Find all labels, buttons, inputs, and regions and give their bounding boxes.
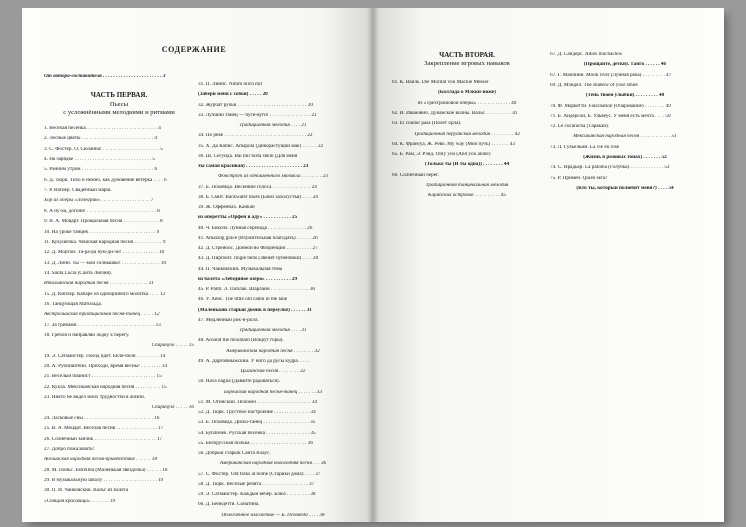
toc-entry: 73. Л. Гульельми. La vie en rose	[550, 144, 620, 150]
toc-entry: 74. С. Ирадьер. La paloma (Голубка) . . . . . . . . . . . . . 53	[550, 165, 670, 171]
toc-entry: Цыганская песня . . . . . . . . 32	[240, 369, 306, 374]
toc-entry: Американская народная песня . . . . . . . . 32	[226, 348, 320, 354]
toc-entry: 64. К. Франсуа, Ж. Рево. My way (Мой путь) . . . . . . . 43	[392, 141, 515, 147]
toc-entry: 65. Б. Рам, Э. Рэнд. Only you (And you alone)	[392, 152, 491, 158]
part-two-title: ЧАСТЬ ВТОРАЯ.	[439, 52, 495, 59]
toc-entry: 4. На зарядке . . . . . . . . . . . . . . . . . . . . . . . . . . . . . . 5	[44, 157, 155, 163]
toc-entry: 56. Добрый старый Санта Клаус.	[198, 451, 271, 456]
toc-entry: (Кто ты, который полюбит меня?) . . . . 54	[576, 185, 674, 191]
toc-entry: Мексиканская народная песня . . . . . . . . . . . . 51	[573, 134, 677, 140]
toc-entry: Итальянская народная песня . . . . . . . . . . . . . . . 11	[44, 281, 154, 287]
toc-entry: Еврейская народная песня-танец . . . . . . . 33	[224, 389, 322, 395]
toc-entry: 32. Журчат ручьи . . . . . . . . . . . . . . . . . . . . . . . . . . . 20	[198, 102, 313, 108]
toc-entry: 10. На уроке танцев . . . . . . . . . . . . . . . . . . . . . . . . . . 9	[44, 229, 160, 235]
left-page	[22, 8, 372, 522]
toc-entry: (Забери меня с собой) . . . . . 20	[198, 92, 268, 98]
toc-entry: 6. Д. Тюрк. Тихо и нежно, как дуновение ветерка . . . . 6	[44, 177, 167, 183]
toc-entry: 17. За грибами . . . . . . . . . . . . . . . . . . . . . . . . . . . . . . 13	[44, 322, 161, 328]
toc-entry: «Спящая красавица» . . . . . . . 19	[44, 498, 116, 504]
toc-entry: Традиционная перуанская мелодия . . . . . . . . . 42	[414, 131, 520, 137]
toc-entry: 67. Д. Сандерс. Adios muchachos	[550, 52, 622, 57]
toc-entry: Хор из оперы «Лоэнгрин» . . . . . . . . . . . . . . . . . . . 7	[44, 198, 154, 204]
part-two-sub: Закрепление игровых навыков	[424, 61, 510, 67]
toc-entry: 51. М. Огинский. Полонез . . . . . . . . . . . . . . . . . . . . . 34	[198, 399, 317, 405]
toc-entry: 48. Around the mountain (Вокруг горы).	[198, 338, 284, 344]
toc-entry: 8. А ну-ка, догони! . . . . . . . . . . . . . . . . . . . . . . . . . . . 8	[44, 208, 160, 214]
toc-entry: 35. Х. Да Капис. Amapola (Дикорастущий мак) . . . . . . 22	[198, 143, 324, 149]
toc-entry: 58. Д. Тюрк. Весёлые ребята . . . . . . . . . . . . . . . . . . 37	[198, 481, 315, 487]
toc-entry: Австралийская традиционная песня-танец . . . . . 12	[44, 312, 160, 318]
toc-entry: 70. Ф. Маркетти. Fascination (Очарование) . . . . . . . . 49	[550, 103, 671, 109]
toc-entry: 52. Д. Тюрк. Грустное настроение . . . . . . . . . . . . . . 34	[198, 410, 316, 415]
toc-entry: Фокстрот из одноимённого мюзикла . . . . . . . . 23	[218, 174, 328, 180]
toc-entry: 22. Кукла. Мексиканская народная песня . . . . . . . . . . 15	[44, 384, 167, 390]
toc-entry: 14. Santa Lucia (Санта Лючия).	[44, 270, 112, 276]
toc-entry: Спиричуэл . . . . . 15	[151, 343, 194, 349]
toc-entry: 7. Р. Вагнер. Свадебный марш.	[44, 188, 112, 194]
toc-entry: 30. П. И. Чайковский. Вальс из балета	[44, 488, 129, 494]
toc-entry: 45. Р. Рапп. Л. Поплак. Шарлайн . . . . . . . . . . . . . . . 30	[198, 287, 316, 292]
toc-entry: Карибских островов . . . . . . . . . . 45	[428, 193, 506, 199]
right-page	[372, 8, 724, 522]
toc-entry: 13. Д. Линн. Ты — мой солнышко! . . . . . . . . . . . . . . . 10	[44, 260, 167, 266]
part-one-sub2: с усложнёнными мелодиями и ритмами	[63, 110, 175, 116]
toc-entry: (Только ты (И ты одна)) . . . . . . . . 44	[424, 162, 510, 168]
toc-entry: 2. Лесные цветы . . . . . . . . . . . . . . . . . . . . . . . . . . . . 4	[44, 136, 158, 142]
part-one-sub1: Пьесы	[109, 102, 129, 108]
toc-entry: 67. Г. Манчини. Moon river (Лунная река) . . . . . . . . . 47	[550, 72, 672, 78]
toc-entry: 75. Р. Примен. Quién será?	[550, 175, 608, 181]
toc-entry: Традиционная мелодия . . . . 31	[239, 328, 307, 333]
toc-entry: 31. П. Линис. Nimm mich mit	[198, 82, 263, 87]
toc-entry: 72. Le cucaracha (Таракан).	[550, 124, 610, 130]
toc-entry: Традиционная мелодия . . . . 21	[239, 123, 307, 128]
toc-entry: 18. Гребля и направляй лодку к берегу.	[44, 333, 130, 338]
toc-entry: 16. Танцующая Матильда.	[44, 301, 103, 307]
toc-entry: 43. Д. Пирпонт. Jingle bells (Звенят бубенчики) . . . . 28	[198, 256, 319, 262]
toc-entry: 12. Д. Мортон. Та-ра-ра бум-ди-эй! . . . . . . . . . . . . . . 10	[44, 250, 165, 256]
toc-entry: 29. В музыкальную школу . . . . . . . . . . . . . . . . . . . . . 19	[44, 477, 164, 483]
toc-entry: 3. С. Фостер. О, Сюзанна! . . . . . . . . . . . . . . . . . . . . . . 5	[44, 146, 163, 152]
toc-entry: 11. Кукушечка. Чешская народная песня . . . . . . . . . . . 9	[44, 239, 166, 245]
toc-entry: 46. У. Хейс. The little old cabin in the lane	[198, 297, 288, 303]
toc-entry: Спиричуэл . . . . . 16	[151, 405, 194, 411]
toc-entry: 26. Солнечный зайчик . . . . . . . . . . . . . . . . . . . . . . . . 17	[44, 436, 163, 442]
toc-entry: 53. Б. Псковеда. Диско-танец . . . . . . . . . . . . . . . . . . 35	[198, 420, 316, 426]
toc-entry: 54. Бубличек. Русская песенка . . . . . . . . . . . . . . . . . 35	[198, 430, 316, 436]
toc-entry: 57. С. Фостер. Old folks at home (Старики дома) . . . . 37	[198, 471, 321, 477]
toc-entry: 38. Б. Смит. Backwater blues (Блюз захолустья) . . . . 24	[198, 194, 318, 200]
toc-entry: 62. И. Иванович. Дунайские волны. Вальс . . . . . . . . . . 41	[392, 110, 518, 116]
toc-entry: из «Трёхгрошовой оперы» . . . . . . . . . . . . . 40	[417, 100, 517, 106]
toc-entry: 66. Солнечный берег.	[392, 172, 439, 178]
toc-entry: 42. Д. Стрейбос. Донной во Флоренции . . . . . . . . . . 27	[198, 246, 318, 251]
toc-entry: 21. Весёлый пианист . . . . . . . . . . . . . . . . . . . . . . . . . 15	[44, 374, 162, 380]
toc-entry: 41. Amazing grace (Изумительная благодать) . . . . . . 26	[198, 235, 318, 241]
intro-entry: От автора-составителя . . . . . . . . . . . . . . . . . . . . . . . 3	[44, 74, 166, 79]
toc-entry: 15. Д. Киплер. Кабаре из одноцийного молитка . . . . 12	[44, 291, 166, 297]
toc-entry: 24. Ласковые сны . . . . . . . . . . . . . . . . . . . . . . . . . . . 16	[44, 415, 160, 421]
toc-entry: 28. М. Поньс. Estrellita (Маленькая звёздочка) . . . . . . 18	[44, 467, 168, 473]
contents-title: СОДЕРЖАНИЕ	[161, 46, 227, 54]
toc-entry: Американская народная новогодняя песня . . . 36	[219, 461, 327, 467]
toc-entry: из оперетты «Орфей в аду» . . . . . . . . . . . 25	[198, 215, 298, 221]
toc-entry: 44. П. Чайковский. Музыкальная тема	[198, 266, 283, 272]
part-one-title: ЧАСТЬ ПЕРВАЯ.	[90, 92, 148, 99]
toc-entry: 23. Никто не видел моих трудностей в жизни.	[44, 395, 146, 401]
toc-entry: 1. Весёлая песенка. . . . . . . . . . . . . . . . . . . . . . . . . . . . 4	[44, 126, 161, 131]
toc-entry: 37. Б. Псковеда. Весенние голоса . . . . . . . . . . . . . . . 24	[198, 184, 317, 190]
toc-entry: 27. Добро пожаловать!	[44, 446, 95, 452]
toc-entry: 19. Э. Сатмайстер. Поезд идёт. Бели-бели . . . . . . . . . 14	[44, 353, 166, 359]
toc-entry: 50. Hava nagila (Давайте радоваться).	[198, 379, 280, 385]
toc-entry: 47. Медленный рок-н-ролл.	[198, 317, 259, 323]
toc-entry: Английская народная песня-приветствие . . . . . . 18	[44, 457, 157, 463]
toc-entry: 39. Ж. Оффенбах. Канкан	[198, 205, 255, 210]
toc-entry: (Маленький старый домик в переулке) . . . . . . 31	[198, 307, 312, 313]
toc-entry: 49. А. Дарговмыжский. У ного да русы кудра. . . . .	[198, 358, 310, 364]
toc-entry: (Тень твоей улыбки) . . . . . . . . . 48	[585, 93, 665, 99]
toc-entry: 61. К. Вайль. Die Moritat von Mackie Messer	[392, 80, 489, 85]
toc-entry: 34. По реке . . . . . . . . . . . . . . . . . . . . . . . . . . . . . . . . 22	[198, 133, 313, 139]
toc-entry: 5. Ранним утром . . . . . . . . . . . . . . . . . . . . . . . . . . . . 6	[44, 167, 158, 173]
toc-entry: 36. Ш. Сегунда. Bai mir bista shein (Для меня	[198, 153, 298, 159]
toc-entry: Традиционная танцевальная мелодия	[425, 183, 509, 188]
toc-entry: 25. В. А. Моцарт. Весёлая песня . . . . . . . . . . . . . . . . 17	[44, 426, 164, 432]
toc-entry: 20. А. Рубинштейн. Приходи, время весны! . . . . . . . . 14	[44, 364, 168, 370]
toc-entry: Облегчённое изложение — Б. Псковеда . . . . 38	[221, 512, 325, 518]
toc-entry: из балета «Лебединое озеро» . . . . . . . . . . 29	[198, 276, 298, 282]
toc-entry: 55. Белорусская полька . . . . . . . . . . . . . . . . . . . . . . 36	[198, 440, 313, 446]
toc-entry: 63. El condor pasa (Полёт орла).	[392, 121, 462, 127]
toc-entry: (Жизнь в розовых тонах) . . . . . . . 52	[583, 155, 667, 160]
toc-entry: 33. Лучший танец — буги-вуги! . . . . . . . . . . . . . . . . 21	[198, 112, 317, 118]
toc-entry: 40. Ч. Бикснэ. Лунная серенада . . . . . . . . . . . . . . . 26	[198, 225, 313, 231]
toc-entry: 60. Д. Бенедетти. Сонатина.	[198, 502, 260, 508]
toc-entry: 59. Э. Сатмайстер. Каждый вечер. Блюз . . . . . . . . . 38	[198, 492, 316, 497]
toc-entry: 69. Д. Мэндел. The shadow of your smile	[550, 82, 638, 88]
toc-entry: 71. Б. Андерсон, Б. Ульвеус. У меня есть мечта . . . . 50	[550, 113, 671, 119]
book-gutter	[367, 8, 379, 522]
toc-entry: (Прощайте, детки). Танго . . . . . . 46	[583, 62, 667, 68]
toc-entry: ты самая красивая) . . . . . . . . . . . . . . . . . . . . . . 23	[198, 164, 309, 169]
toc-entry: (Баллада о Мэкки-ноже)	[438, 90, 496, 96]
open-book	[22, 8, 724, 522]
toc-entry: 9. В. А. Моцарт. Прощальная песня . . . . . . . . . . . . . . 8	[44, 219, 163, 225]
